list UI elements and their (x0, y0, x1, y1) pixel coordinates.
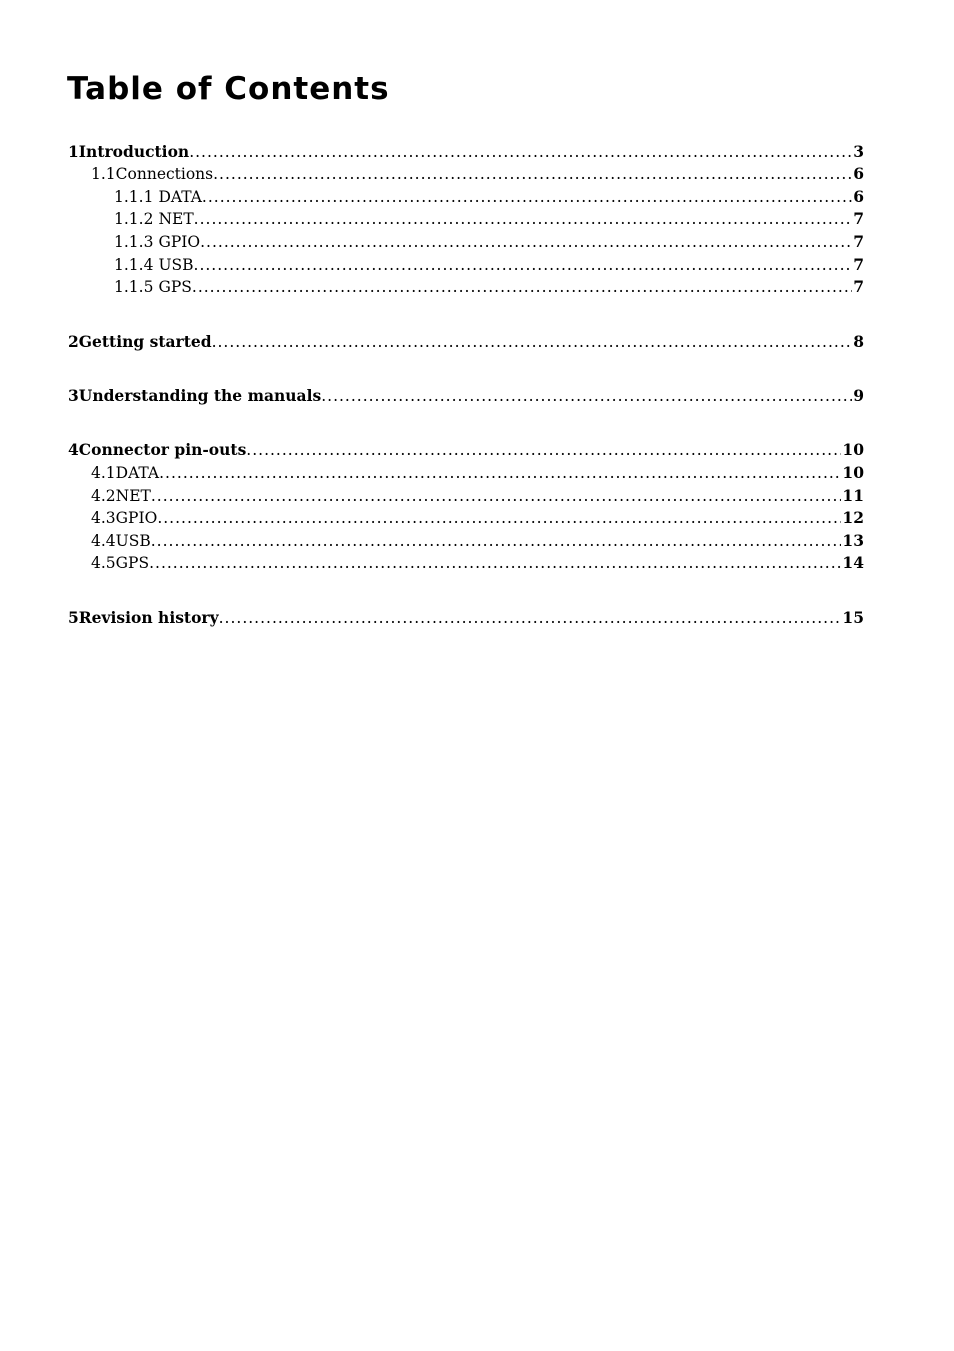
toc-entry-page: 10 (842, 463, 864, 482)
toc-leader-dots (194, 254, 853, 276)
toc-entry-page: 12 (842, 508, 864, 527)
toc-leader-dots (246, 439, 841, 461)
toc-leader-dots (212, 331, 853, 353)
toc-entry-page: 7 (853, 209, 864, 228)
toc-entry-page: 8 (853, 332, 864, 351)
toc-entry-connections-data[interactable] (0, 186, 864, 208)
toc-entry-page: 3 (853, 142, 864, 161)
toc-entry-number: 2 (68, 332, 79, 351)
toc-entry-label: Connections (115, 165, 214, 183)
toc-entry-page: 6 (853, 187, 864, 206)
toc-leader-dots (149, 552, 841, 574)
toc-entry-page: 7 (853, 232, 864, 251)
toc-entry-label: DATA (115, 464, 160, 482)
toc-entry-page: 14 (842, 553, 864, 572)
toc-entry-number: 1.1.2 (114, 210, 154, 228)
toc-entry-getting-started[interactable] (0, 331, 864, 353)
toc-entry-connections-net[interactable] (0, 208, 864, 230)
toc-entry-pinout-gps[interactable] (0, 552, 864, 574)
toc-entry-label: GPIO (158, 233, 201, 251)
toc-entry-understanding-manuals[interactable] (0, 385, 864, 407)
toc-leader-dots (151, 530, 842, 552)
toc-entry-page: 6 (853, 164, 864, 183)
toc-entry-number: 4.3 (91, 509, 116, 527)
toc-entry-label: GPIO (115, 509, 158, 527)
toc-entry-connections-gpio[interactable] (0, 231, 864, 253)
toc-entry-pinout-gpio[interactable] (0, 507, 864, 529)
toc-entry-page: 7 (853, 255, 864, 274)
toc-entry-number: 1.1 (91, 165, 116, 183)
toc-leader-dots (151, 485, 842, 507)
toc-entry-label: Revision history (78, 608, 219, 627)
toc-entry-label: Connector pin-outs (78, 440, 247, 459)
toc-leader-dots (194, 208, 853, 230)
toc-entry-label: USB (115, 532, 151, 550)
toc-entry-page: 15 (842, 608, 864, 627)
toc-entry-page: 11 (842, 486, 864, 505)
toc-leader-dots (159, 462, 841, 484)
toc-entry-pinout-net[interactable] (0, 485, 864, 507)
toc-entry-connections-gps[interactable] (0, 276, 864, 298)
toc-entry-number: 4.4 (91, 532, 116, 550)
toc-entry-label: USB (158, 256, 194, 274)
toc-entry-pinout-data[interactable] (0, 462, 864, 484)
toc-leader-dots (189, 141, 852, 163)
toc-entry-number: 1.1.4 (114, 256, 154, 274)
toc-leader-dots (321, 385, 852, 407)
toc-entry-label: Getting started (78, 332, 212, 351)
toc-leader-dots (213, 163, 852, 185)
toc-entry-label: GPS (115, 554, 150, 572)
toc-leader-dots (219, 607, 842, 629)
toc-entry-label: NET (115, 487, 151, 505)
toc-entry-number: 4 (68, 440, 79, 459)
toc-entry-connections[interactable] (0, 163, 864, 185)
toc-entry-label: Introduction (78, 142, 190, 161)
toc-entry-number: 5 (68, 608, 79, 627)
toc-entry-number: 4.2 (91, 487, 116, 505)
toc-entry-page: 13 (842, 531, 864, 550)
toc-entry-page: 9 (853, 386, 864, 405)
toc-entry-number: 1.1.1 (114, 188, 154, 206)
toc-entry-number: 4.5 (91, 554, 116, 572)
toc-leader-dots (192, 276, 852, 298)
toc-entry-page: 10 (842, 440, 864, 459)
toc-entry-label: GPS (158, 278, 192, 296)
toc-entry-connections-usb[interactable] (0, 254, 864, 276)
toc-entry-number: 1.1.5 (114, 278, 154, 296)
toc-entry-number: 1 (68, 142, 79, 161)
toc-leader-dots (200, 231, 852, 253)
toc-entry-label: DATA (158, 188, 202, 206)
toc-entry-number: 1.1.3 (114, 233, 154, 251)
toc-entry-label: NET (158, 210, 194, 228)
toc-entry-pinout-usb[interactable] (0, 530, 864, 552)
toc-entry-introduction[interactable] (0, 141, 864, 163)
page-title: Table of Contents (67, 71, 390, 107)
toc-entry-revision-history[interactable] (0, 607, 864, 629)
toc-entry-label: Understanding the manuals (78, 386, 322, 405)
toc-entry-number: 4.1 (91, 464, 116, 482)
toc-leader-dots (202, 186, 852, 208)
toc-entry-number: 3 (68, 386, 79, 405)
toc-entry-connector-pin-outs[interactable] (0, 439, 864, 461)
toc-entry-page: 7 (853, 277, 864, 296)
toc-leader-dots (157, 507, 841, 529)
